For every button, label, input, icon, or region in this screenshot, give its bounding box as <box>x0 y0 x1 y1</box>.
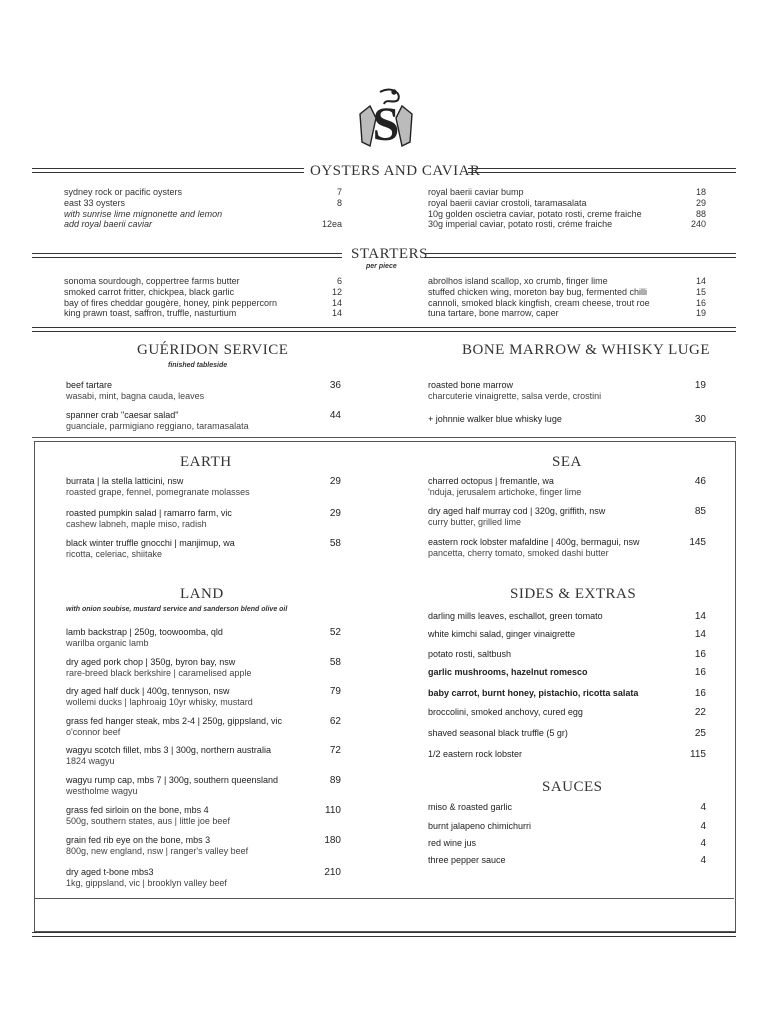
divider <box>468 168 736 173</box>
menu-item-name: 10g golden oscietra caviar, potato rosti, creme fraiche <box>428 208 642 219</box>
section-title-oysters: OYSTERS AND CAVIAR <box>310 163 481 179</box>
menu-item <box>428 198 706 209</box>
menu-item-price: 110 <box>325 805 341 816</box>
menu-item-name: royal baerii caviar crostoli, taramasalata <box>428 197 587 208</box>
menu-item-price: 16 <box>694 667 706 678</box>
menu-item <box>428 838 476 849</box>
section-title-sea: SEA <box>552 454 582 470</box>
menu-item-price: 22 <box>694 707 706 718</box>
menu-item <box>66 508 232 530</box>
menu-item-description: roasted grape, fennel, pomegranate molasses <box>66 487 250 497</box>
menu-item-price: 16 <box>694 649 706 660</box>
menu-item <box>428 629 575 640</box>
section-title-sides: SIDES & EXTRAS <box>510 586 637 602</box>
menu-item-name: royal baerii caviar bump <box>428 187 524 197</box>
menu-item <box>428 414 562 425</box>
menu-item <box>66 716 282 738</box>
menu-item <box>428 287 706 298</box>
menu-item-name: east 33 oysters <box>64 197 126 208</box>
menu-item <box>428 187 706 198</box>
menu-item-name: with sunrise lime mignonette and lemon <box>64 208 223 219</box>
menu-item <box>428 649 511 660</box>
menu-item <box>66 686 253 708</box>
menu-item-price: 36 <box>329 380 341 391</box>
menu-item-price: 145 <box>689 537 706 548</box>
menu-item-price: 14 <box>694 629 706 640</box>
menu-item-name: potato rosti, saltbush <box>428 649 512 659</box>
menu-item <box>428 219 706 230</box>
menu-item-name: dry aged pork chop | 350g, byron bay, nsw <box>66 657 236 667</box>
menu-item-price: 29 <box>329 508 341 519</box>
menu-item-name: king prawn toast, saffron, truffle, nasturtium <box>64 308 237 319</box>
menu-item <box>66 805 230 827</box>
menu-item <box>428 506 605 528</box>
menu-item-description: ricotta, celeriac, shiitake <box>66 549 163 559</box>
menu-item-price: 14 <box>331 308 342 319</box>
menu-item-price: 19 <box>695 308 706 319</box>
menu-item <box>66 380 204 402</box>
menu-item <box>428 802 512 813</box>
menu-item-price: 58 <box>329 657 341 668</box>
menu-item-name: cannoli, smoked black kingfish, cream cheese, trout roe <box>428 297 650 308</box>
menu-item <box>428 537 639 559</box>
menu-item-name: black winter truffle gnocchi | manjimup, wa <box>66 538 235 548</box>
starters-list-right <box>428 276 706 319</box>
divider <box>424 253 736 258</box>
menu-item <box>64 298 342 309</box>
menu-item-price: 14 <box>695 276 706 286</box>
menu-item-description: rare-breed black berkshire | caramelised apple <box>66 668 252 678</box>
menu-item-name: wagyu scotch fillet, mbs 3 | 300g, northern australia <box>66 745 271 755</box>
menu-item-description: westholme wagyu <box>66 786 138 796</box>
menu-item-name: lamb backstrap | 250g, toowoomba, qld <box>66 627 223 637</box>
divider <box>32 932 736 937</box>
menu-item-description: 1kg, gippsland, vic | brooklyn valley beef <box>66 878 227 888</box>
menu-item-price: 240 <box>690 219 706 230</box>
menu-item-price: 18 <box>695 187 706 197</box>
menu-item-name: grass fed hanger steak, mbs 2-4 | 250g, gippsland, vic <box>66 716 282 726</box>
menu-item-name: stuffed chicken wing, moreton bay bug, fermented chilli <box>428 286 647 297</box>
menu-item-price: 44 <box>329 410 341 421</box>
svg-text:S: S <box>372 98 400 151</box>
menu-item-name: smoked carrot fritter, chickpea, black garlic <box>64 286 235 297</box>
menu-item-price: 4 <box>700 802 706 813</box>
menu-item <box>428 611 603 622</box>
menu-item-description: guanciale, parmigiano reggiano, taramasalata <box>66 421 249 431</box>
menu-item-name: baby carrot, burnt honey, pistachio, ricotta salata <box>428 688 639 698</box>
menu-item-name: grain fed rib eye on the bone, mbs 3 <box>66 835 211 845</box>
menu-item-price: 85 <box>694 506 706 517</box>
menu-item <box>428 276 706 287</box>
menu-item-name: bay of fires cheddar gougère, honey, pink peppercorn <box>64 297 277 308</box>
menu-item <box>66 867 227 889</box>
oysters-list-right <box>428 187 706 230</box>
menu-item-price: 29 <box>329 476 341 487</box>
menu-item-name: sydney rock or pacific oysters <box>64 187 183 197</box>
menu-item-price: 12ea <box>321 219 342 230</box>
menu-item-price: 89 <box>329 775 341 786</box>
menu-item-description: 500g, southern states, aus | little joe beef <box>66 816 230 826</box>
menu-item <box>64 187 342 198</box>
menu-item-name: shaved seasonal black truffle (5 gr) <box>428 728 568 738</box>
menu-item-price: 8 <box>336 197 342 208</box>
menu-item-name: dry aged half murray cod | 320g, griffith, nsw <box>428 506 606 516</box>
menu-item-name: spanner crab "caesar salad" <box>66 410 179 420</box>
menu-item <box>428 749 522 760</box>
menu-item-description: wasabi, mint, bagna cauda, leaves <box>66 391 205 401</box>
menu-item <box>66 538 235 560</box>
menu-item-price: 115 <box>690 749 706 760</box>
menu-item-price: 6 <box>336 276 342 286</box>
section-title-earth: EARTH <box>180 454 232 470</box>
menu-item-price: 180 <box>324 835 341 846</box>
menu-item <box>64 308 342 319</box>
menu-item-name: 30g imperial caviar, potato rosti, créme fraiche <box>428 219 613 230</box>
starters-list-left <box>64 276 342 319</box>
menu-item-description: charcuterie vinaigrette, salsa verde, crostini <box>428 391 602 401</box>
menu-item <box>428 209 706 220</box>
section-title-starters: STARTERS <box>351 246 428 262</box>
menu-item-price: 62 <box>329 716 341 727</box>
menu-item-price: 7 <box>336 187 342 197</box>
dragon-crest-icon <box>350 84 422 156</box>
menu-item-name: roasted pumpkin salad | ramarro farm, vic <box>66 508 232 518</box>
divider <box>32 253 342 258</box>
menu-item-description: cashew labneh, maple miso, radish <box>66 519 207 529</box>
menu-item-price: 29 <box>695 197 706 208</box>
menu-item-name: garlic mushrooms, hazelnut romesco <box>428 667 588 677</box>
menu-item-name: broccolini, smoked anchovy, cured egg <box>428 707 583 717</box>
menu-item-price: 25 <box>694 728 706 739</box>
menu-item-price: 72 <box>329 745 341 756</box>
section-title-gueridon: GUÉRIDON SERVICE <box>137 342 289 358</box>
menu-item <box>428 308 706 319</box>
section-title-bonemarrow: BONE MARROW & WHISKY LUGE <box>462 342 711 358</box>
menu-item-description: curry butter, grilled lime <box>428 517 522 527</box>
menu-item <box>66 410 249 432</box>
menu-item-price: 15 <box>695 286 706 297</box>
menu-item-name: 1/2 eastern rock lobster <box>428 749 523 759</box>
menu-item <box>64 276 342 287</box>
menu-item <box>428 855 506 866</box>
menu-item <box>428 688 638 699</box>
menu-item <box>64 209 342 220</box>
menu-item-name: add royal baerii caviar <box>64 219 153 230</box>
menu-item <box>64 287 342 298</box>
menu-item-price: 19 <box>694 380 706 391</box>
menu-item-description: 'nduja, jerusalem artichoke, finger lime <box>428 487 582 497</box>
menu-item <box>428 476 581 498</box>
menu-item <box>66 775 278 797</box>
starters-subtitle: per piece <box>366 263 397 270</box>
menu-item-price: 16 <box>694 688 706 699</box>
menu-item-price: 14 <box>694 611 706 622</box>
menu-item-name: dry aged half duck | 400g, tennyson, nsw <box>66 686 230 696</box>
menu-item-description: 800g, new england, nsw | ranger's valley beef <box>66 846 249 856</box>
menu-item-name: beef tartare <box>66 380 113 390</box>
menu-item-price: 30 <box>694 414 706 425</box>
menu-item <box>64 219 342 230</box>
menu-item-name: wagyu rump cap, mbs 7 | 300g, southern queensland <box>66 775 278 785</box>
menu-item <box>428 821 531 832</box>
menu-item-price: 16 <box>695 297 706 308</box>
menu-item-price: 88 <box>695 208 706 219</box>
menu-item-description: pancetta, cherry tomato, smoked dashi butter <box>428 548 609 558</box>
menu-item-description: wollemi ducks | laphroaig 10yr whisky, mustard <box>66 697 253 707</box>
menu-item <box>64 198 342 209</box>
menu-item-name: + johnnie walker blue whisky luge <box>428 414 562 424</box>
menu-item-price: 4 <box>700 821 706 832</box>
menu-item-name: sonoma sourdough, coppertree farms butter <box>64 276 240 286</box>
menu-item <box>428 707 583 718</box>
menu-item-name: eastern rock lobster mafaldine | 400g, bermagui, nsw <box>428 537 640 547</box>
menu-item-description: o'connor beef <box>66 727 121 737</box>
land-subtitle: with onion soubise, mustard service and sanderson blend olive oil <box>66 606 288 613</box>
menu-item-price: 12 <box>331 286 342 297</box>
menu-item-price: 4 <box>700 855 706 866</box>
menu-item-price: 210 <box>324 867 341 878</box>
menu-item-name: darling mills leaves, eschallot, green tomato <box>428 611 603 621</box>
menu-item <box>66 627 223 649</box>
divider <box>32 168 304 173</box>
menu-item <box>428 667 588 678</box>
menu-item-description: warilba organic lamb <box>66 638 149 648</box>
menu-item-name: burrata | la stella latticini, nsw <box>66 476 184 486</box>
menu-item <box>66 657 251 679</box>
menu-item-price: 52 <box>329 627 341 638</box>
restaurant-logo <box>350 84 422 156</box>
menu-item <box>428 298 706 309</box>
menu-item <box>428 728 568 739</box>
menu-item-name: miso & roasted garlic <box>428 802 513 812</box>
oysters-list-left <box>64 187 342 230</box>
menu-item-name: red wine jus <box>428 838 477 848</box>
menu-item-name: three pepper sauce <box>428 855 506 865</box>
menu-item <box>66 476 250 498</box>
section-title-sauces: SAUCES <box>542 779 603 795</box>
divider <box>32 437 736 438</box>
menu-item-name: tuna tartare, bone marrow, caper <box>428 308 559 319</box>
menu-item <box>66 835 248 857</box>
gueridon-subtitle: finished tableside <box>168 362 228 369</box>
menu-item-name: white kimchi salad, ginger vinaigrette <box>428 629 576 639</box>
menu-item-name: grass fed sirloin on the bone, mbs 4 <box>66 805 209 815</box>
menu-item <box>428 380 601 402</box>
menu-item-description: 1824 wagyu <box>66 756 115 766</box>
menu-item-price: 58 <box>329 538 341 549</box>
divider <box>32 327 736 332</box>
menu-item-name: dry aged t-bone mbs3 <box>66 867 154 877</box>
menu-item-price: 46 <box>694 476 706 487</box>
divider <box>34 898 734 899</box>
menu-item-name: burnt jalapeno chimichurri <box>428 821 532 831</box>
menu-item-price: 4 <box>700 838 706 849</box>
menu-item-price: 14 <box>331 297 342 308</box>
menu-item-name: roasted bone marrow <box>428 380 514 390</box>
menu-item-price: 79 <box>329 686 341 697</box>
section-title-land: LAND <box>180 586 224 602</box>
menu-item-name: charred octopus | fremantle, wa <box>428 476 554 486</box>
menu-item <box>66 745 271 767</box>
menu-item-name: abrolhos island scallop, xo crumb, finger lime <box>428 276 608 286</box>
